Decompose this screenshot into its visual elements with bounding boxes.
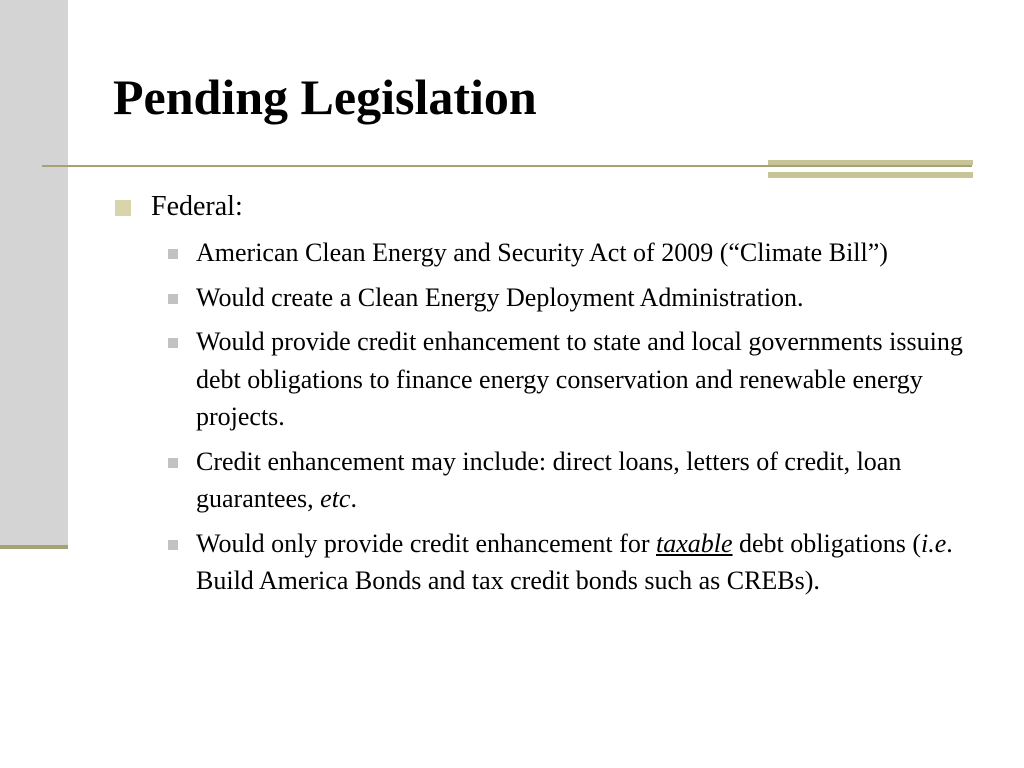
square-bullet-icon bbox=[168, 294, 178, 304]
sidebar-rule bbox=[0, 545, 68, 549]
square-bullet-icon bbox=[168, 458, 178, 468]
sub-bullet-taxable-debt bbox=[160, 525, 973, 600]
slide-title: Pending Legislation bbox=[113, 69, 537, 125]
sub-bullet-text-italic-underline: taxable bbox=[655, 528, 733, 558]
slide-body bbox=[113, 190, 973, 607]
sub-bullet-text-part: debt obligations ( bbox=[732, 528, 921, 558]
sub-bullet-list bbox=[160, 234, 973, 600]
title-divider bbox=[42, 165, 972, 167]
sidebar-decoration bbox=[0, 0, 68, 546]
bullet-level1-label: Federal: bbox=[151, 191, 243, 222]
sub-bullet-text: American Clean Energy and Security Act of 2009 (“Climate Bill”) bbox=[196, 238, 888, 267]
bullet-level1-federal bbox=[113, 190, 973, 224]
sub-bullet-climate-bill bbox=[160, 234, 973, 272]
accent-bar-bottom bbox=[768, 172, 973, 178]
sub-bullet-text: Would provide credit enhancement to state and local governments issuing debt obligations to finance energy conservation and renewable energy projects. bbox=[196, 327, 963, 431]
square-bullet-icon bbox=[168, 338, 178, 348]
square-bullet-icon bbox=[115, 200, 131, 216]
accent-bar-top bbox=[768, 160, 973, 165]
sub-bullet-text: Would create a Clean Energy Deployment Administration. bbox=[196, 282, 804, 312]
square-bullet-icon bbox=[168, 540, 178, 550]
sub-bullet-credit-enhancement bbox=[160, 323, 973, 436]
sub-bullet-text-part: . Build America Bonds and tax credit bonds such as CREBs). bbox=[196, 528, 953, 595]
sub-bullet-credit-types bbox=[160, 443, 973, 518]
sub-bullet-text-part: . bbox=[350, 484, 357, 513]
sub-bullet-text-part: Credit enhancement may include: direct loans, letters of credit, loan guarantees, bbox=[196, 446, 902, 513]
sub-bullet-text-part: Would only provide credit enhancement for bbox=[196, 528, 656, 558]
sub-bullet-text-italic: i.e bbox=[921, 528, 947, 558]
sub-bullet-cleda bbox=[160, 279, 973, 317]
square-bullet-icon bbox=[168, 249, 178, 259]
sub-bullet-text-italic: etc bbox=[320, 484, 351, 513]
